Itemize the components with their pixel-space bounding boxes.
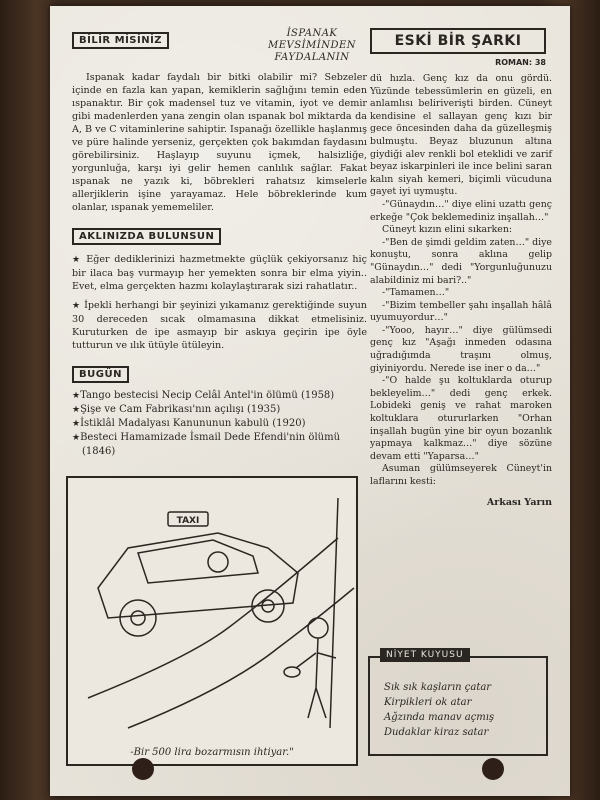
story-paragraph: -"Ben de şimdi geldim zaten…" diye konuştu, sonra aklına gelip "Günaydın…" dedi "Yorgunluğunuzu alabildiniz mi bari?.." xyxy=(370,236,552,286)
bugun-item-text: Besteci Hamamizade İsmail Dede Efendi'nin ölümü (1846) xyxy=(80,432,341,457)
story-paragraph: dü hızla. Genç kız da onu gördü. Yüzünde tebessümlerin en güzeli, en anlamlısı beliriverişti birden. Cüneyt kendisine el sallayan genç kızı bir gece öncesinden daha da güzelleşmiş bulmuştu. Beyaz bluzunun altına giydiği alev renkli bol eteklidi ve zarif beyaz iskarpinleri ile ince belini saran kalın siyah kemeri, biçimli vücuduna gayet iyi uymuştu. xyxy=(370,73,552,198)
star-icon: ★ xyxy=(72,433,81,443)
taxi-wheel xyxy=(120,600,156,636)
bugun-item xyxy=(72,403,367,417)
star-icon: ★ xyxy=(72,301,81,311)
story-paragraph: -"O halde şu koltuklarda oturup bekleyelim…" dedi genç erkek. Lobideki geniş ve rahat maroken koltuklara otururlarken "Orhan inşallah bugün yine bir oyun bozanlık yapmaya kalkmaz…" diye sözüne devam etti "Yaparsa…" xyxy=(370,375,552,462)
aklinizda-item-text: İpekli herhangi bir şeyinizi yıkamanız gerektiğinde suyun 30 dereceden sıcak olmamasına dikkat etmelisiniz. Kuruturken de ipe asmayıp bir askıya geçirin ipe öyle tutturun ve ılık ütüyle ütüleyin. xyxy=(72,300,367,351)
ispanak-article-text: Ispanak kadar faydalı bir bitki olabilir mi? Sebzeler içinde en fazla kan yapan, kemiklerin sağlığını temin eden ıspanaktır. Bir çok madensel tuz ve vitamin, iyot ve demir gibi madenlerden yana zengin olan ıspanak bol miktarda da A, B ve C vitaminlerine sahiptir. Ispanağı özellikle haşlanmış ve püre halinde yerseniz, gerçekten çok bakımdan faydasını görebilirsiniz. Haşlayıp suyunu içmek, halsizliğe, yorgunluğa, karşı iyi gelir hemen canlılık sağlar. Fakat ıspanak ne yazık ki, böbrekleri rahatsız kimselerle allerjiklerin işine yarayamaz. Hele böbreklerinde kum olanlar, ıspanak yememeliler. xyxy=(72,72,367,213)
star-icon: ★ xyxy=(72,391,81,401)
poem-line: Sık sık kaşların çatar xyxy=(384,682,492,693)
star-icon: ★ xyxy=(72,255,82,265)
bilir-misiniz-label: BİLİR MİSİNİZ xyxy=(72,32,169,49)
road-line xyxy=(128,588,354,728)
old-man-head xyxy=(308,618,328,638)
story-paragraph: Cüneyt kızın elini sıkarken: xyxy=(382,224,513,236)
old-man-hat xyxy=(284,667,300,677)
story-paragraph: Asuman gülümseyerek Cüneyt'in laflarını kesti: xyxy=(370,463,552,487)
taxi-sign-text: TAXI xyxy=(176,516,200,526)
poem-line: Ağzında manav açmış xyxy=(384,712,495,723)
taxi-cartoon xyxy=(66,476,358,766)
poem-line: Dudaklar kiraz satar xyxy=(384,727,489,738)
bugun-list xyxy=(72,389,367,459)
bugun-item xyxy=(72,389,367,403)
story-paragraph: -"Tamamen…" xyxy=(382,287,450,299)
serial-story xyxy=(370,73,552,489)
bugun-item-text: Tango bestecisi Necip Celâl Antel'in ölümü (1958) xyxy=(80,390,335,401)
bugun-item-text: Şişe ve Cam Fabrikası'nın açılışı (1935) xyxy=(80,404,281,415)
arkasi-yarin: Arkası Yarın xyxy=(486,496,552,508)
bugun-item xyxy=(72,417,367,431)
ispanak-title-line: MEVSİMİNDEN xyxy=(267,40,357,51)
story-paragraph: -"Bizim tembeller şahı inşallah hâlâ uyumuyordur…" xyxy=(370,299,552,324)
cartoon-caption: -Bir 500 lira bozarmısın ihtiyar." xyxy=(130,747,294,758)
aklinizda-item-text: Eğer dediklerinizi hazmetmekte güçlük çekiyorsanız hiç bir ilaca baş vurmayıp her yemekten sonra bir elma yiyin.. Evet, elma gerçekten hazmı kolaylaştırarak sizi rahatlatır.. xyxy=(72,254,367,292)
taxi-body xyxy=(98,533,298,618)
cane xyxy=(330,498,338,728)
taxi-cartoon-drawing xyxy=(68,478,356,738)
bugun-label: BUGÜN xyxy=(72,366,129,383)
ispanak-title xyxy=(257,28,367,64)
eski-bir-sarki-title: ESKİ BİR ŞARKI xyxy=(370,28,546,54)
roman-number: ROMAN: 38 xyxy=(495,58,546,67)
niyet-kuyusu-box xyxy=(368,650,548,756)
road-line xyxy=(88,538,338,698)
punch-hole xyxy=(482,758,504,780)
left-column xyxy=(72,28,367,459)
niyet-kuyusu-label: NİYET KUYUSU xyxy=(380,648,470,662)
aklinizda-item xyxy=(72,299,367,352)
punch-hole xyxy=(132,758,154,780)
bugun-item xyxy=(72,431,367,459)
poem-line: Kirpikleri ok atar xyxy=(384,697,472,708)
old-man-body xyxy=(296,638,336,718)
star-icon: ★ xyxy=(72,419,81,429)
story-paragraph: -"Günaydın…" diye elini uzattı genç erkeğe "Çok beklemediniz inşallah…" xyxy=(370,198,552,223)
ispanak-title-line: İSPANAK xyxy=(286,28,338,39)
driver-head xyxy=(208,552,228,572)
taxi-window xyxy=(138,540,258,583)
star-icon: ★ xyxy=(72,405,81,415)
ispanak-title-line: FAYDALANIN xyxy=(274,52,350,63)
newspaper-clipping xyxy=(50,6,570,796)
bugun-item-text: İstiklâl Madalyası Kanununun kabulü (1920) xyxy=(80,418,306,429)
right-column xyxy=(370,28,552,508)
aklinizda-item xyxy=(72,253,367,293)
niyet-kuyusu-poem xyxy=(384,680,494,740)
story-paragraph: -"Yooo, hayır…" diye gülümsedi genç kız "Aşağı inmeden odasına uğradığımda traşını olmuş, giyiniyordu. Nerede ise iner o da…" xyxy=(370,324,552,374)
aklinizda-label: AKLINIZDA BULUNSUN xyxy=(72,228,221,245)
